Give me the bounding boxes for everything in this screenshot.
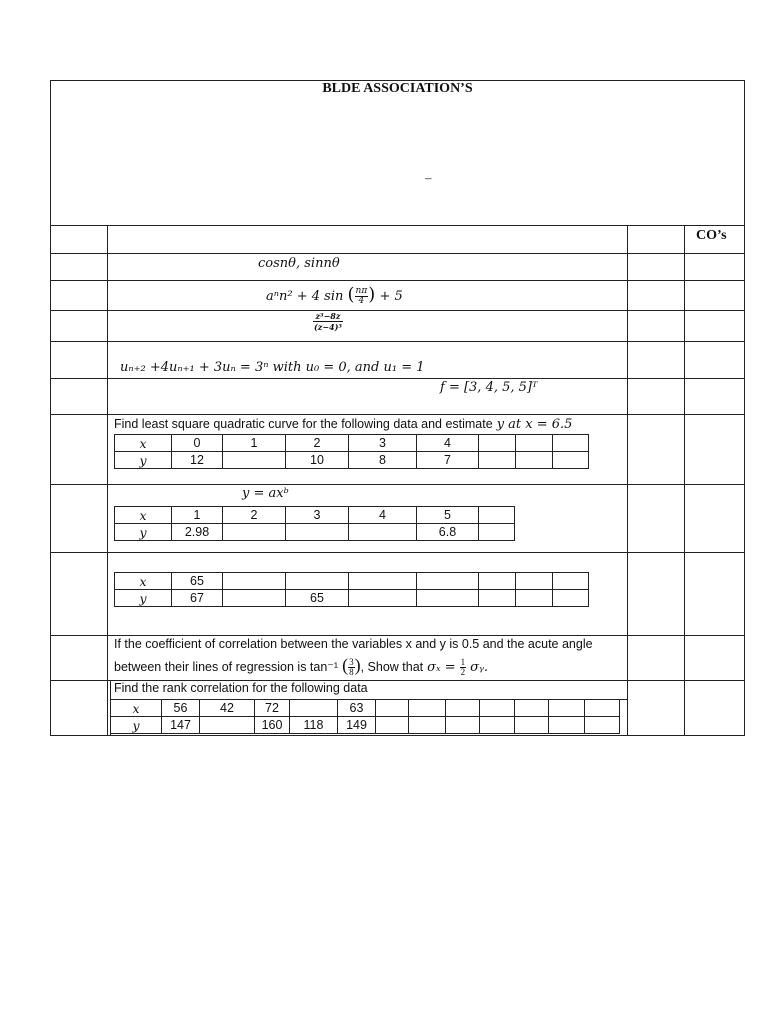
table-cell (516, 590, 553, 607)
table-cell (479, 435, 516, 452)
q9-math-a: σₓ = (427, 660, 456, 675)
table-cell (417, 573, 479, 590)
table-cell (223, 590, 286, 607)
institution-title: BLDE ASSOCIATION’S (322, 81, 473, 96)
table-cell (549, 700, 585, 717)
q2-frac-den: 4 (358, 296, 365, 306)
table-cell (515, 717, 549, 734)
table-cell (409, 700, 446, 717)
q9-half-den: 2 (460, 666, 466, 677)
table-cell: 149 (338, 717, 376, 734)
table-cell (549, 717, 585, 734)
table-cell: 147 (162, 717, 200, 734)
table-cell (200, 717, 255, 734)
q9-text-2a: between their lines of regression is tan⁻¹ (114, 660, 339, 674)
table-cell (446, 700, 480, 717)
q2-expression: aⁿn² + 4 sin ( $\frac{n\pi}{4}$ ) + 5 (266, 284, 403, 306)
table-cell: 1 (172, 507, 223, 524)
table-row (111, 700, 620, 717)
table-cell (223, 524, 286, 541)
table-cell (349, 573, 417, 590)
table-cell (376, 700, 409, 717)
table-cell: 4 (417, 435, 479, 452)
table-cell (409, 717, 446, 734)
table-cell (585, 717, 620, 734)
q9-line-1: If the coefficient of correlation between the variables x and y is 0.5 and the acute angle (114, 637, 593, 651)
table-row (115, 452, 589, 469)
table-cell (553, 590, 589, 607)
data-table-3 (114, 572, 589, 607)
table-cell (376, 717, 409, 734)
table-cell: 118 (290, 717, 338, 734)
table-cell: 3 (286, 507, 349, 524)
table-cell (349, 524, 417, 541)
row-line (50, 484, 745, 485)
table-cell: y (115, 452, 172, 469)
table-cell (516, 435, 553, 452)
q9-frac-num: 3 (349, 656, 354, 667)
table-row (115, 524, 515, 541)
table-cell (223, 452, 286, 469)
col-divider-2 (627, 225, 628, 736)
q6-prompt (114, 415, 572, 433)
q10-prompt: Find the rank correlation for the following data (114, 681, 368, 695)
q9-text-2b: , Show that (360, 660, 424, 674)
q3-fraction (313, 311, 343, 332)
q7-expression: y = axᵇ (242, 486, 289, 501)
table-cell: 56 (162, 700, 200, 717)
table-row (115, 573, 589, 590)
table-cell: 65 (286, 590, 349, 607)
table-cell (585, 700, 620, 717)
table-cell (223, 573, 286, 590)
q2-expr-a: aⁿn² + 4 sin (266, 289, 344, 304)
q9-half-num: 1 (460, 656, 466, 667)
co-header: CO’s (696, 228, 727, 243)
table-cell: x (115, 573, 172, 590)
col-divider-3 (684, 225, 685, 736)
table-cell (479, 524, 515, 541)
table-cell: y (115, 590, 172, 607)
table-cell: 65 (172, 573, 223, 590)
table-row (115, 507, 515, 524)
q6-text: Find least square quadratic curve for the following data and estimate (114, 417, 493, 431)
table-cell (286, 573, 349, 590)
table-cell (479, 573, 516, 590)
table-cell: 2.98 (172, 524, 223, 541)
table-cell: x (115, 507, 172, 524)
table-cell: 72 (255, 700, 290, 717)
table-cell (290, 700, 338, 717)
table-cell (417, 590, 479, 607)
header-dash: – (425, 170, 432, 185)
data-table-2 (114, 506, 515, 541)
table-cell (479, 590, 516, 607)
table-cell (516, 573, 553, 590)
q3-denominator: (z−4)³ (314, 322, 342, 332)
table-cell: 3 (349, 435, 417, 452)
q2-fraction (355, 287, 369, 306)
row-line (50, 552, 745, 553)
table-cell: y (115, 524, 172, 541)
table-cell (553, 573, 589, 590)
data-table-1 (114, 434, 589, 469)
table-cell: y (111, 717, 162, 734)
table-cell: 2 (223, 507, 286, 524)
table-cell: 42 (200, 700, 255, 717)
row-line (50, 378, 745, 379)
table-cell (553, 452, 589, 469)
table-cell (446, 717, 480, 734)
table-cell (479, 507, 515, 524)
table-cell (479, 452, 516, 469)
row-line (50, 280, 745, 281)
table-cell (553, 435, 589, 452)
table-cell: 0 (172, 435, 223, 452)
row-line (50, 253, 745, 254)
q5-expression: f = [3, 4, 5, 5]ᵀ (440, 380, 538, 395)
q9-half (460, 658, 467, 677)
table-row (115, 590, 589, 607)
col-divider-1 (107, 225, 108, 736)
table-cell: x (111, 700, 162, 717)
table-cell: 6.8 (417, 524, 479, 541)
table-cell: 7 (417, 452, 479, 469)
table-cell: 160 (255, 717, 290, 734)
row-line (50, 310, 745, 311)
q4-expression: uₙ₊₂ +4uₙ₊₁ + 3uₙ = 3ⁿ with u₀ = 0, and u₁ = 1 (120, 360, 425, 375)
table-cell: 1 (223, 435, 286, 452)
table-cell: 63 (338, 700, 376, 717)
table-cell: 12 (172, 452, 223, 469)
table-cell (515, 700, 549, 717)
q2-frac-num: nπ (355, 286, 368, 296)
q6-math: y at x = 6.5 (496, 417, 573, 432)
table-cell (349, 590, 417, 607)
table-cell (480, 700, 515, 717)
q9-math-b: σᵧ. (470, 660, 489, 675)
table-cell (516, 452, 553, 469)
table-cell: 5 (417, 507, 479, 524)
row-line (50, 635, 745, 636)
data-table-4 (110, 699, 620, 734)
q2-expr-b: + 5 (379, 289, 403, 304)
table-cell: 4 (349, 507, 417, 524)
table-cell: 67 (172, 590, 223, 607)
table-cell: x (115, 435, 172, 452)
table-cell: 8 (349, 452, 417, 469)
table-cell (286, 524, 349, 541)
q9-frac-den: 8 (349, 666, 354, 677)
table-cell (480, 717, 515, 734)
header-box (50, 80, 745, 226)
q9-line-2: between their lines of regression is tan⁻¹ ( $\frac{3}{8}$ ), Show that σₓ = $\frac{1}{2}$ σᵧ. (114, 655, 489, 677)
table-cell: 10 (286, 452, 349, 469)
table-cell: 2 (286, 435, 349, 452)
table-row (111, 717, 620, 734)
q3-numerator: z³−8z (313, 311, 343, 322)
q1-expression: cosnθ, sinnθ (258, 256, 340, 271)
row-line (50, 341, 745, 342)
table-row (115, 435, 589, 452)
